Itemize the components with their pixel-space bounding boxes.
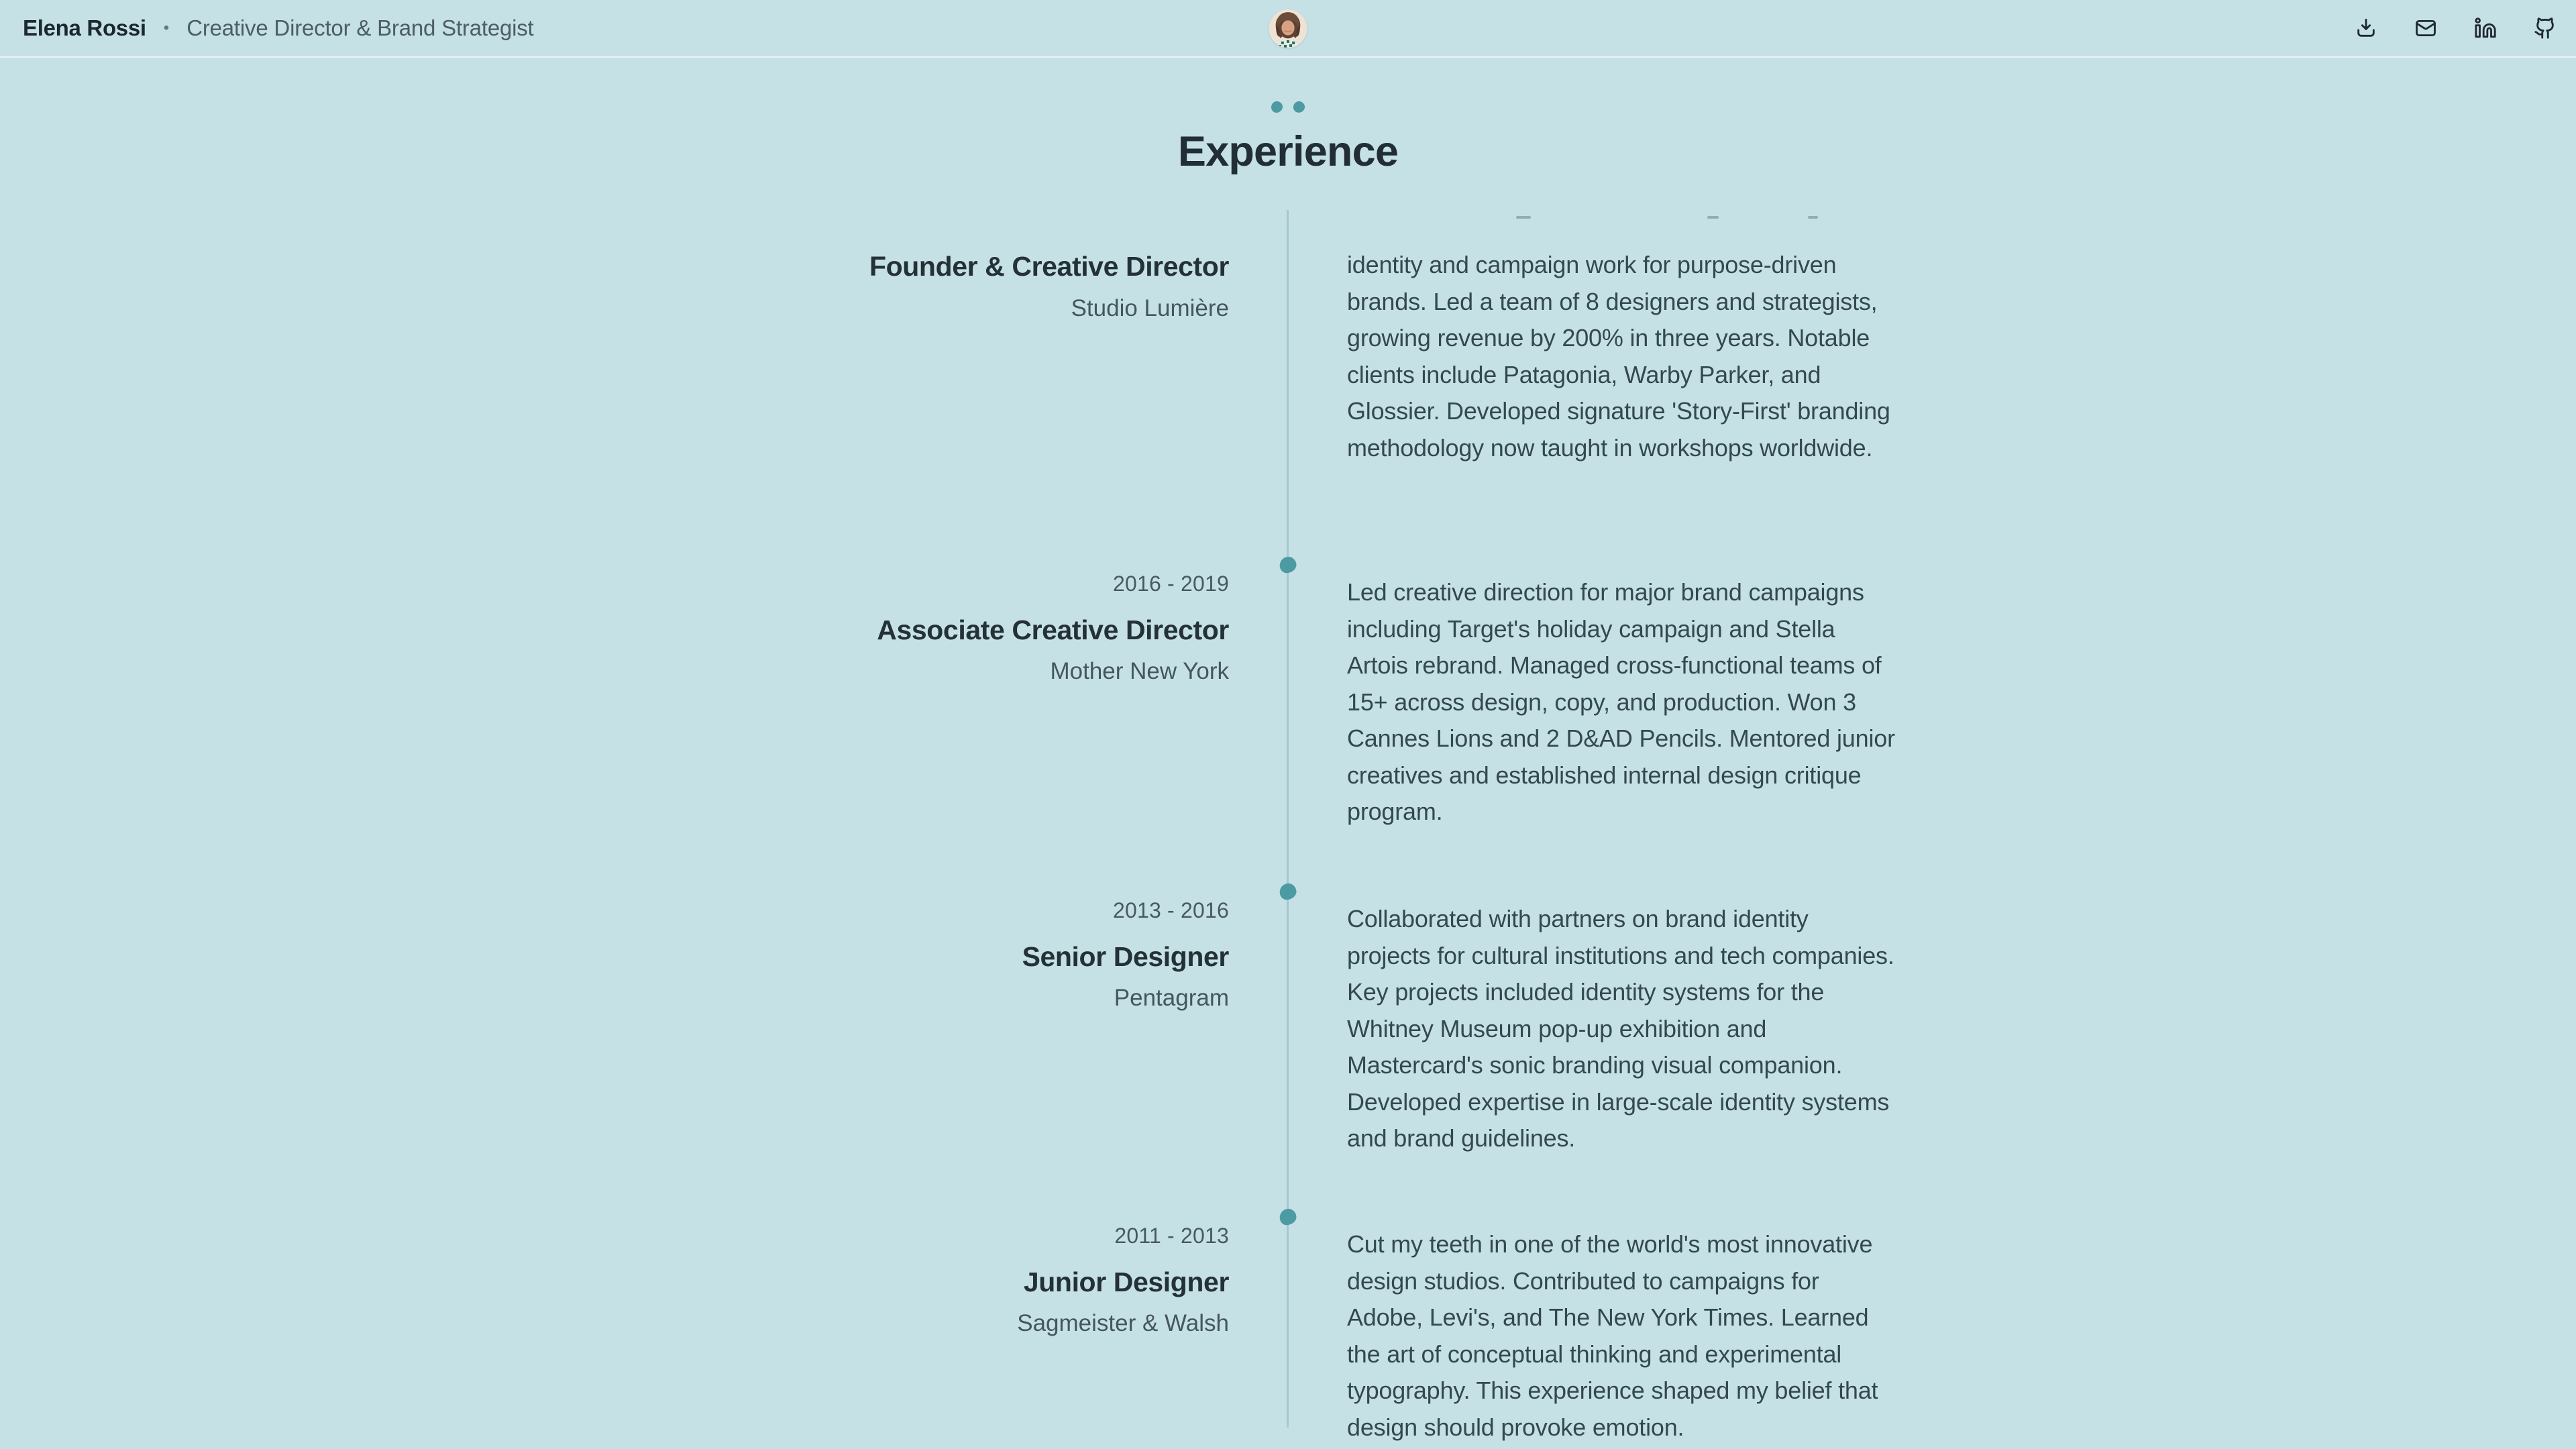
timeline-dot xyxy=(1279,882,1297,901)
company-name: Studio Lumière xyxy=(1071,295,1229,321)
entry-meta xyxy=(0,188,1229,466)
person-role-subtitle: Creative Director & Brand Strategist xyxy=(186,15,534,40)
timeline-node xyxy=(1229,188,1347,466)
job-title: Senior Designer xyxy=(1022,941,1229,972)
linkedin-button[interactable] xyxy=(2473,16,2498,40)
date-range: 2016 - 2019 xyxy=(1112,572,1229,596)
description-text: identity and campaign work for purpose-driven brands. Led a team of 8 designers and strategists, growing revenue by 200% in three years. Notable clients include Patagonia, Warby Parker, and Glossier. Developed signature 'Story-First' branding methodology now taught in workshops worldwide. xyxy=(1347,251,1890,462)
entry-description xyxy=(1347,901,2576,1157)
header-action-buttons xyxy=(2354,16,2557,40)
date-range: 2013 - 2016 xyxy=(1112,898,1229,922)
entry-description xyxy=(1347,188,2576,466)
avatar-portrait-illustration xyxy=(1269,9,1307,48)
timeline-node xyxy=(1229,897,1347,1157)
email-button[interactable] xyxy=(2414,16,2438,40)
timeline-node xyxy=(1229,1222,1347,1446)
entry-meta xyxy=(0,897,1229,1157)
job-title: Founder & Creative Director xyxy=(869,251,1229,282)
linkedin-icon xyxy=(2474,17,2497,40)
company-name: Pentagram xyxy=(1114,985,1229,1011)
section-nav-dot[interactable] xyxy=(1271,101,1283,113)
description-text: Cut my teeth in one of the world's most innovative design studios. Contributed to campaigns for Adobe, Levi's, and The New York Times. Learned the art of conceptual thinking and experimental typography. This experience shaped my belief that design should provoke emotion. xyxy=(1347,1230,1878,1441)
faded-text-fragment xyxy=(1808,216,1818,219)
section-nav-dots xyxy=(0,101,2576,113)
job-title: Associate Creative Director xyxy=(877,614,1229,645)
experience-entry xyxy=(0,570,2576,830)
description-text: Collaborated with partners on brand identity projects for cultural institutions and tech companies. Key projects included identity systems for the Whitney Museum pop-up exhibition and Mastercard's sonic branding visual companion. Developed expertise in large-scale identity systems and brand guidelines. xyxy=(1347,905,1894,1152)
avatar[interactable] xyxy=(1269,9,1307,48)
mail-icon xyxy=(2414,17,2437,40)
person-name: Elena Rossi xyxy=(23,15,146,40)
download-icon xyxy=(2355,17,2377,40)
separator-dot: • xyxy=(163,19,170,37)
description-text: Led creative direction for major brand campaigns including Target's holiday campaign and Stella Artois rebrand. Managed cross-functional teams of 15+ across design, copy, and production. Won 3 Cannes Lions and 2 D&AD Pencils. Mentored junior creatives and established internal design critique program. xyxy=(1347,578,1895,825)
faded-text-fragment xyxy=(1516,216,1531,219)
entry-description xyxy=(1347,574,2576,830)
identity-group xyxy=(23,15,534,41)
top-bar xyxy=(0,0,2576,58)
github-button[interactable] xyxy=(2533,16,2557,40)
timeline-node xyxy=(1229,570,1347,830)
page-title: Experience xyxy=(1177,128,1399,175)
github-icon xyxy=(2534,17,2557,40)
experience-entry xyxy=(0,188,2576,466)
section-nav-dot[interactable] xyxy=(1292,100,1306,114)
job-title: Junior Designer xyxy=(1023,1267,1229,1297)
date-range: 2011 - 2013 xyxy=(1114,1224,1229,1248)
download-button[interactable] xyxy=(2354,16,2378,40)
experience-entry xyxy=(0,897,2576,1157)
company-name: Mother New York xyxy=(1050,658,1229,684)
entry-meta xyxy=(0,1222,1229,1446)
faded-text-fragment xyxy=(1707,216,1719,219)
entry-meta xyxy=(0,570,1229,830)
timeline-dot xyxy=(1279,1208,1297,1226)
company-name: Sagmeister & Walsh xyxy=(1017,1310,1229,1336)
entry-description xyxy=(1347,1226,2576,1446)
experience-entry xyxy=(0,1222,2576,1446)
timeline-dot xyxy=(1279,555,1297,574)
